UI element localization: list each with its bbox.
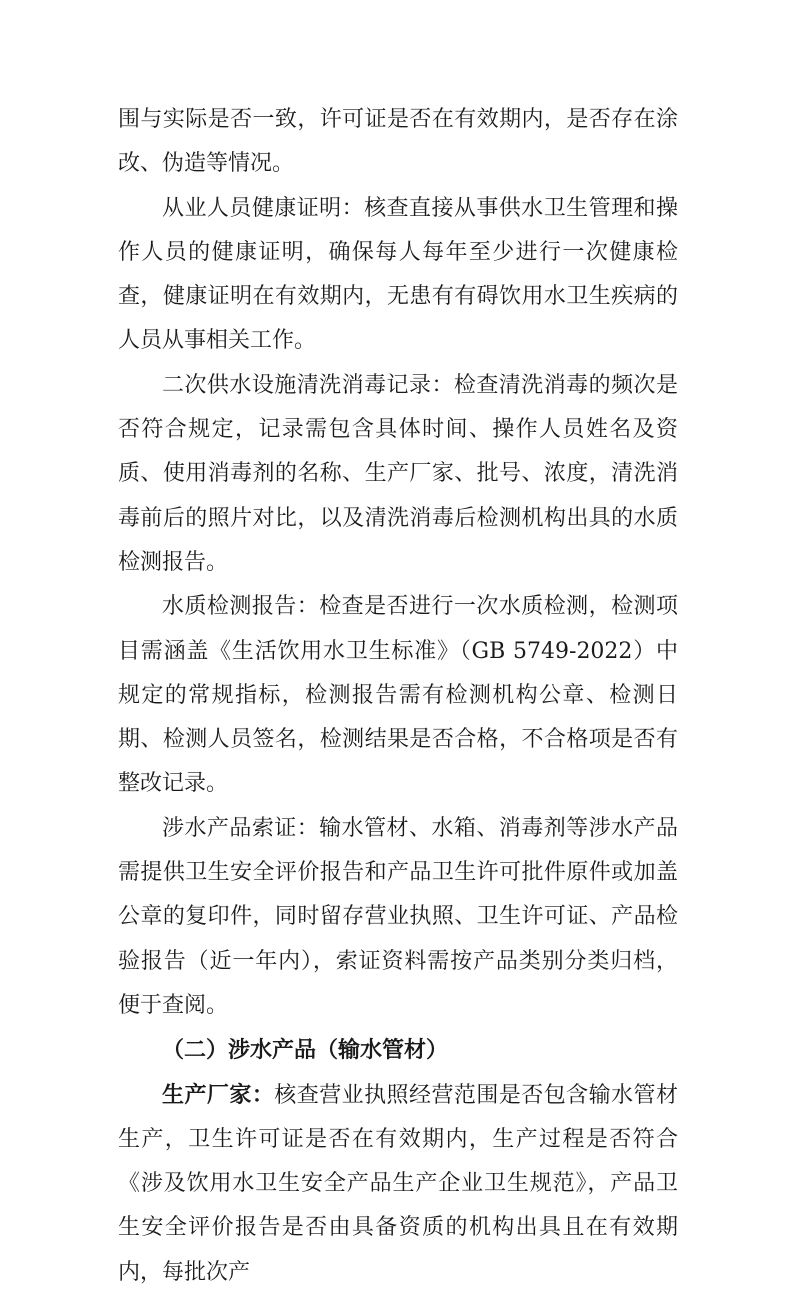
section-heading: （二）涉水产品（输水管材） [162, 1037, 449, 1064]
paragraph-cleaning-records: 二次供水设施清洗消毒记录：检查清洗消毒的频次是否符合规定，记录需包含具体时间、操作人员姓名及资质、使用消毒剂的名称、生产厂家、批号、浓度，清洗消毒前后的照片对比，以及清洗消毒后检测机构出具的水质检测报告。 [118, 372, 678, 575]
paragraph-lead: 生产厂家： [162, 1081, 275, 1108]
document-body [118, 98, 678, 1295]
paragraph-manufacturer-text: 核查营业执照经营范围是否包含输水管材生产，卫生许可证是否在有效期内，生产过程是否符合《涉及饮用水卫生安全产品生产企业卫生规范》，产品卫生安全评价报告是否由具备资质的机构出具且在有效期内，每批次产 [118, 1082, 678, 1285]
paragraph-continuation: 围与实际是否一致，许可证是否在有效期内，是否存在涂改、伪造等情况。 [118, 107, 678, 177]
paragraph-manufacturer [118, 1073, 678, 1295]
paragraph-health-certificate: 从业人员健康证明：核查直接从事供水卫生管理和操作人员的健康证明，确保每人每年至少进行一次健康检查，健康证明在有效期内，无患有有碍饮用水卫生疾病的人员从事相关工作。 [118, 195, 678, 354]
paragraph-water-quality-report: 水质检测报告：检查是否进行一次水质检测，检测项目需涵盖《生活饮用水卫生标准》（GB 5749-2022）中规定的常规指标，检测报告需有检测机构公章、检测日期、检测人员签名，检测结果是否合格，不合格项是否有整改记录。 [118, 594, 678, 797]
paragraph-product-certification: 涉水产品索证：输水管材、水箱、消毒剂等涉水产品需提供卫生安全评价报告和产品卫生许可批件原件或加盖公章的复印件，同时留存营业执照、卫生许可证、产品检验报告（近一年内），索证资料需按产品类别分类归档，便于查阅。 [118, 815, 678, 1018]
